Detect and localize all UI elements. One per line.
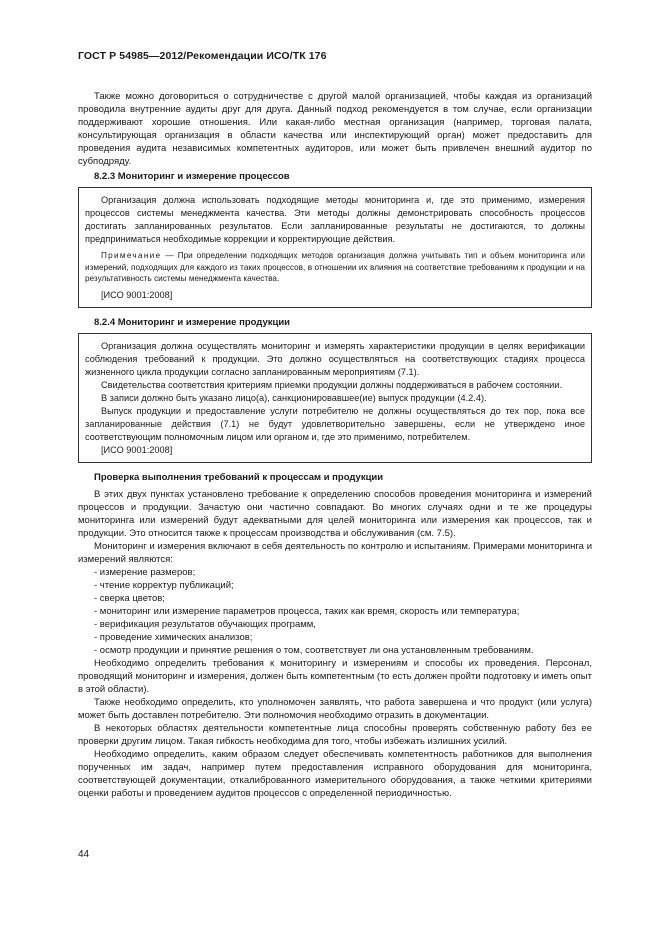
section-8-2-3-text: Организация должна использовать подходящие методы мониторинга и, где это применимо, измерения процессов системы менеджмента качества. Эти методы должны демонстрировать способность процессов достигать запланированных результатов. Если запланированные результаты не достигаются, то должны предприниматься необходимые коррекции и корректирующие действия.: [85, 195, 585, 244]
list-item: - сверка цветов;: [94, 592, 165, 604]
note-label: Примечание: [101, 251, 162, 260]
verification-paragraph: Также необходимо определить, кто уполномочен заявлять, что работа завершена и что продукт (или услуга) может быть доставлен потребителю. Эти полномочия необходимо отразить в документации.: [78, 696, 592, 721]
verification-paragraph: Необходимо определить, каким образом следует обеспечивать компетентность работников для выполнения порученных им задач, например путем предоставления исправного оборудования для мониторинга, соответствующей документации, откалиброванного измерительного оборудования, а также четкими критериями оценки работы и проведением аудитов процессов с определенной периодичностью.: [78, 748, 592, 799]
list-item: - верификация результатов обучающих программ,: [94, 618, 316, 630]
verification-paragraph: Мониторинг и измерения включают в себя деятельность по контролю и испытаниям. Примерами мониторинга и измерений являются:: [78, 540, 592, 565]
list-item: - проведение химических анализов;: [94, 631, 253, 643]
intro-paragraph: Также можно договориться о сотрудничестве с другой малой организацией, чтобы каждая из организаций проводила внутренние аудиты друг для друга. Данный подход рекомендуется в том случае, если организации поддерживают хорошие отношения. Или какая-либо местная организация (например, торговая палата, консультирующая организация в области качества или инспектирующий орган) может предоставить для проведения аудита независимых компетентных аудиторов, или может быть привлечен внешний аудитор по субподряду.: [78, 91, 592, 167]
verification-paragraph: Необходимо определить требования к мониторингу и измерениям и способы их проведения. Персонал, проводящий мониторинг и измерения, должен быть компетентным (то есть должен пройти подготовку и иметь опыт в этой области).: [78, 657, 592, 695]
section-8-2-3-title: 8.2.3 Мониторинг и измерение процессов: [94, 171, 290, 182]
verification-paragraph: В некоторых областях деятельности компетентные лица способны проверять собственную работу без ее проверки другим лицом. Такая гибкость необходима для того, чтобы избежать излишних усилий.: [78, 722, 592, 747]
note-text: — При определении подходящих методов организация должна учитывать тип и объем мониторинга или измерений, подходящих для каждого из таких процессов, в отношении их влияния на соответствие требованиям к продукции и на результативность системы менеджмента качества.: [85, 251, 585, 283]
section-8-2-3-box: [78, 187, 592, 308]
list-item: - осмотр продукции и принятие решения о том, соответствует ли она установленным требованиям.: [94, 644, 534, 656]
list-item: - мониторинг или измерение параметров процесса, таких как время, скорость или температура;: [94, 605, 520, 617]
examples-list: [78, 566, 592, 657]
section-8-2-4-paragraph: Выпуск продукции и предоставление услуги потребителю не должны осуществляться до тех пор, пока все запланированные действия (7.1) не будут удовлетворительно завершены, если не утверждено иное соответствующим полномочным лицом или органом и, где это применимо, потребителем.: [85, 405, 585, 442]
section-8-2-4-box: [78, 333, 592, 463]
section-8-2-4-paragraph: Организация должна осуществлять мониторинг и измерять характеристики продукции в целях верификации соблюдения требований к продукции. Это должно осуществляться на соответствующих стадиях процесса жизненного цикла продукции согласно запланированным мероприятиям (7.1).: [85, 340, 585, 377]
list-item: - чтение корректур публикаций;: [94, 579, 234, 591]
section-8-2-4-paragraph: В записи должно быть указано лицо(а), санкционировавшее(ие) выпуск продукции (4.2.4).: [101, 392, 487, 403]
section-8-2-3-note: [85, 250, 585, 285]
section-8-2-4-reference: [ИСО 9001:2008]: [101, 444, 173, 455]
list-item: - измерение размеров;: [94, 566, 196, 578]
section-8-2-4-paragraph: Свидетельства соответствия критериям приемки продукции должны поддерживаться в рабочем состоянии.: [101, 379, 562, 390]
section-8-2-3-reference: [ИСО 9001:2008]: [101, 289, 173, 300]
document-header: ГОСТ Р 54985—2012/Рекомендации ИСО/ТК 176: [78, 50, 327, 62]
page-number: 44: [78, 849, 90, 860]
section-8-2-4-title: 8.2.4 Мониторинг и измерение продукции: [94, 316, 290, 328]
page-content: [78, 50, 592, 800]
verification-title: Проверка выполнения требований к процессам и продукции: [94, 471, 384, 483]
verification-paragraph: В этих двух пунктах установлено требование к определению способов проведения мониторинга и измерений процессов и продукции. Зачастую они частично совпадают. Во многих случаях одни и те же процедуры мониторинга или измерений будут адекватными для целей мониторинга или измерения как процессов, так и продукции. Это относится также к процессам производства и обслуживания (см. 7.5).: [78, 488, 592, 539]
